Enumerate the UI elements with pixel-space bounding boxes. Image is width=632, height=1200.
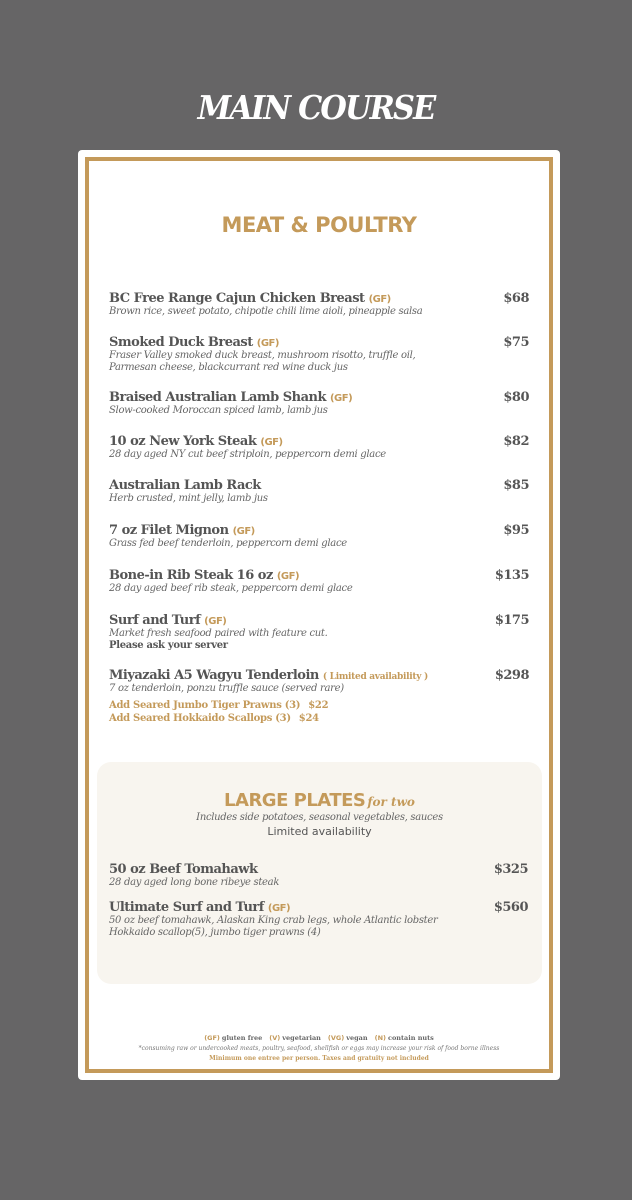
item-description: Herb crusted, mint jelly, lamb jus [109,493,268,504]
large-plates-title-suffix: for two [367,795,415,809]
item-name-line [109,335,529,350]
addon-label: Add Seared Hokkaido Scallops (3) [109,713,291,724]
item-name-line [109,900,528,915]
menu-item [109,613,529,652]
item-description: Grass fed beef tenderloin, peppercorn demi glace [109,538,347,549]
item-name-line [109,568,529,583]
large-plates-subtitle: Includes side potatoes, seasonal vegetables, sauces [196,812,443,823]
item-name: Braised Australian Lamb Shank [109,390,326,405]
item-price: $82 [503,434,529,449]
item-description: 28 day aged NY cut beef striploin, peppercorn demi glace [109,449,386,460]
item-price: $298 [494,668,529,683]
menu-item [109,862,528,889]
minimum-entree-policy: Minimum one entree per person. Taxes and gratuity not included [209,1055,429,1062]
dietary-tag: (GF) [204,616,227,627]
legend-code: (GF) [204,1034,220,1042]
food-safety-warning: *consuming raw or undercooked meats, poultry, seafood, shellfish or eggs may increase your risk of food borne illness [138,1045,500,1052]
menu-item [109,335,529,374]
item-name: 50 oz Beef Tomahawk [109,862,258,877]
menu-item [109,434,529,461]
item-name: Bone-in Rib Steak 16 oz [109,568,273,583]
item-price: $175 [494,613,529,628]
menu-item [109,900,528,939]
item-price: $325 [493,862,528,877]
item-name: Ultimate Surf and Turf [109,900,264,915]
item-name: BC Free Range Cajun Chicken Breast [109,291,365,306]
item-name-line [109,434,529,449]
item-price: $135 [494,568,529,583]
item-price: $95 [503,523,529,538]
addon-price: $22 [308,700,329,711]
menu-item [109,523,529,550]
addon-price: $24 [298,713,319,724]
dietary-tag: (GF) [232,526,255,537]
item-name-line [109,291,529,306]
item-addons [109,699,529,725]
page-title: MAIN COURSE [197,88,435,127]
item-name: 7 oz Filet Mignon [109,523,229,538]
legend-label: vegan [346,1034,368,1042]
legend-code: (VG) [327,1034,345,1042]
item-price: $68 [503,291,529,306]
addon-label: Add Seared Jumbo Tiger Prawns (3) [109,700,301,711]
item-name-line [109,613,529,628]
item-description: 50 oz beef tomahawk, Alaskan King crab legs, whole Atlantic lobster [109,915,438,926]
large-plates-title [97,790,542,811]
item-description: Parmesan cheese, blackcurrant red wine duck jus [109,362,348,373]
large-plates-panel [97,762,542,984]
dietary-legend [78,1034,560,1042]
section-title-meat: MEAT & POULTRY [221,213,417,237]
item-name-line [109,862,528,877]
legend-code: (N) [374,1034,386,1042]
item-name: Surf and Turf [109,613,201,628]
legend-code: (V) [269,1034,281,1042]
dietary-tag: (GF) [260,437,283,448]
menu-item [109,668,529,725]
item-description: 28 day aged beef rib steak, peppercorn demi glace [109,583,353,594]
item-note: Please ask your server [109,640,228,651]
item-name-line [109,478,529,493]
addon-line [109,712,529,725]
item-description: Brown rice, sweet potato, chipotle chili lime aioli, pineapple salsa [109,306,423,317]
menu-item [109,478,529,505]
dietary-tag: (GF) [256,338,279,349]
item-name-line [109,523,529,538]
item-price: $75 [503,335,529,350]
item-price: $560 [493,900,528,915]
large-plates-availability: Limited availability [267,825,372,838]
menu-item [109,568,529,595]
item-description: Fraser Valley smoked duck breast, mushroom risotto, truffle oil, [109,350,416,361]
availability-tag: ( Limited availability ) [322,672,428,682]
item-description: 7 oz tenderloin, ponzu truffle sauce (served rare) [109,683,344,694]
item-name-line [109,390,529,405]
menu-item [109,390,529,417]
item-name: Miyazaki A5 Wagyu Tenderloin [109,668,319,683]
dietary-tag: (GF) [329,393,353,404]
item-description: 28 day aged long bone ribeye steak [109,877,280,888]
item-name: 10 oz New York Steak [109,434,257,449]
item-price: $85 [503,478,529,493]
addon-line [109,699,529,712]
item-name-line [109,668,529,683]
dietary-tag: (GF) [276,571,300,582]
item-description: Slow-cooked Moroccan spiced lamb, lamb jus [109,405,328,416]
item-price: $80 [503,390,529,405]
dietary-tag: (GF) [267,903,291,914]
item-description: Hokkaido scallop(5), jumbo tiger prawns (4) [109,927,321,938]
menu-item [109,291,529,318]
legend-label: vegetarian [282,1034,321,1042]
item-name: Australian Lamb Rack [109,478,261,493]
large-plates-title-text: LARGE PLATES [224,790,366,811]
legend-label: contain nuts [388,1034,434,1042]
dietary-tag: (GF) [368,294,391,305]
legend-label: gluten free [221,1034,263,1042]
menu-card [78,150,560,1080]
item-description: Market fresh seafood paired with feature cut. [109,628,328,639]
item-name: Smoked Duck Breast [109,335,253,350]
